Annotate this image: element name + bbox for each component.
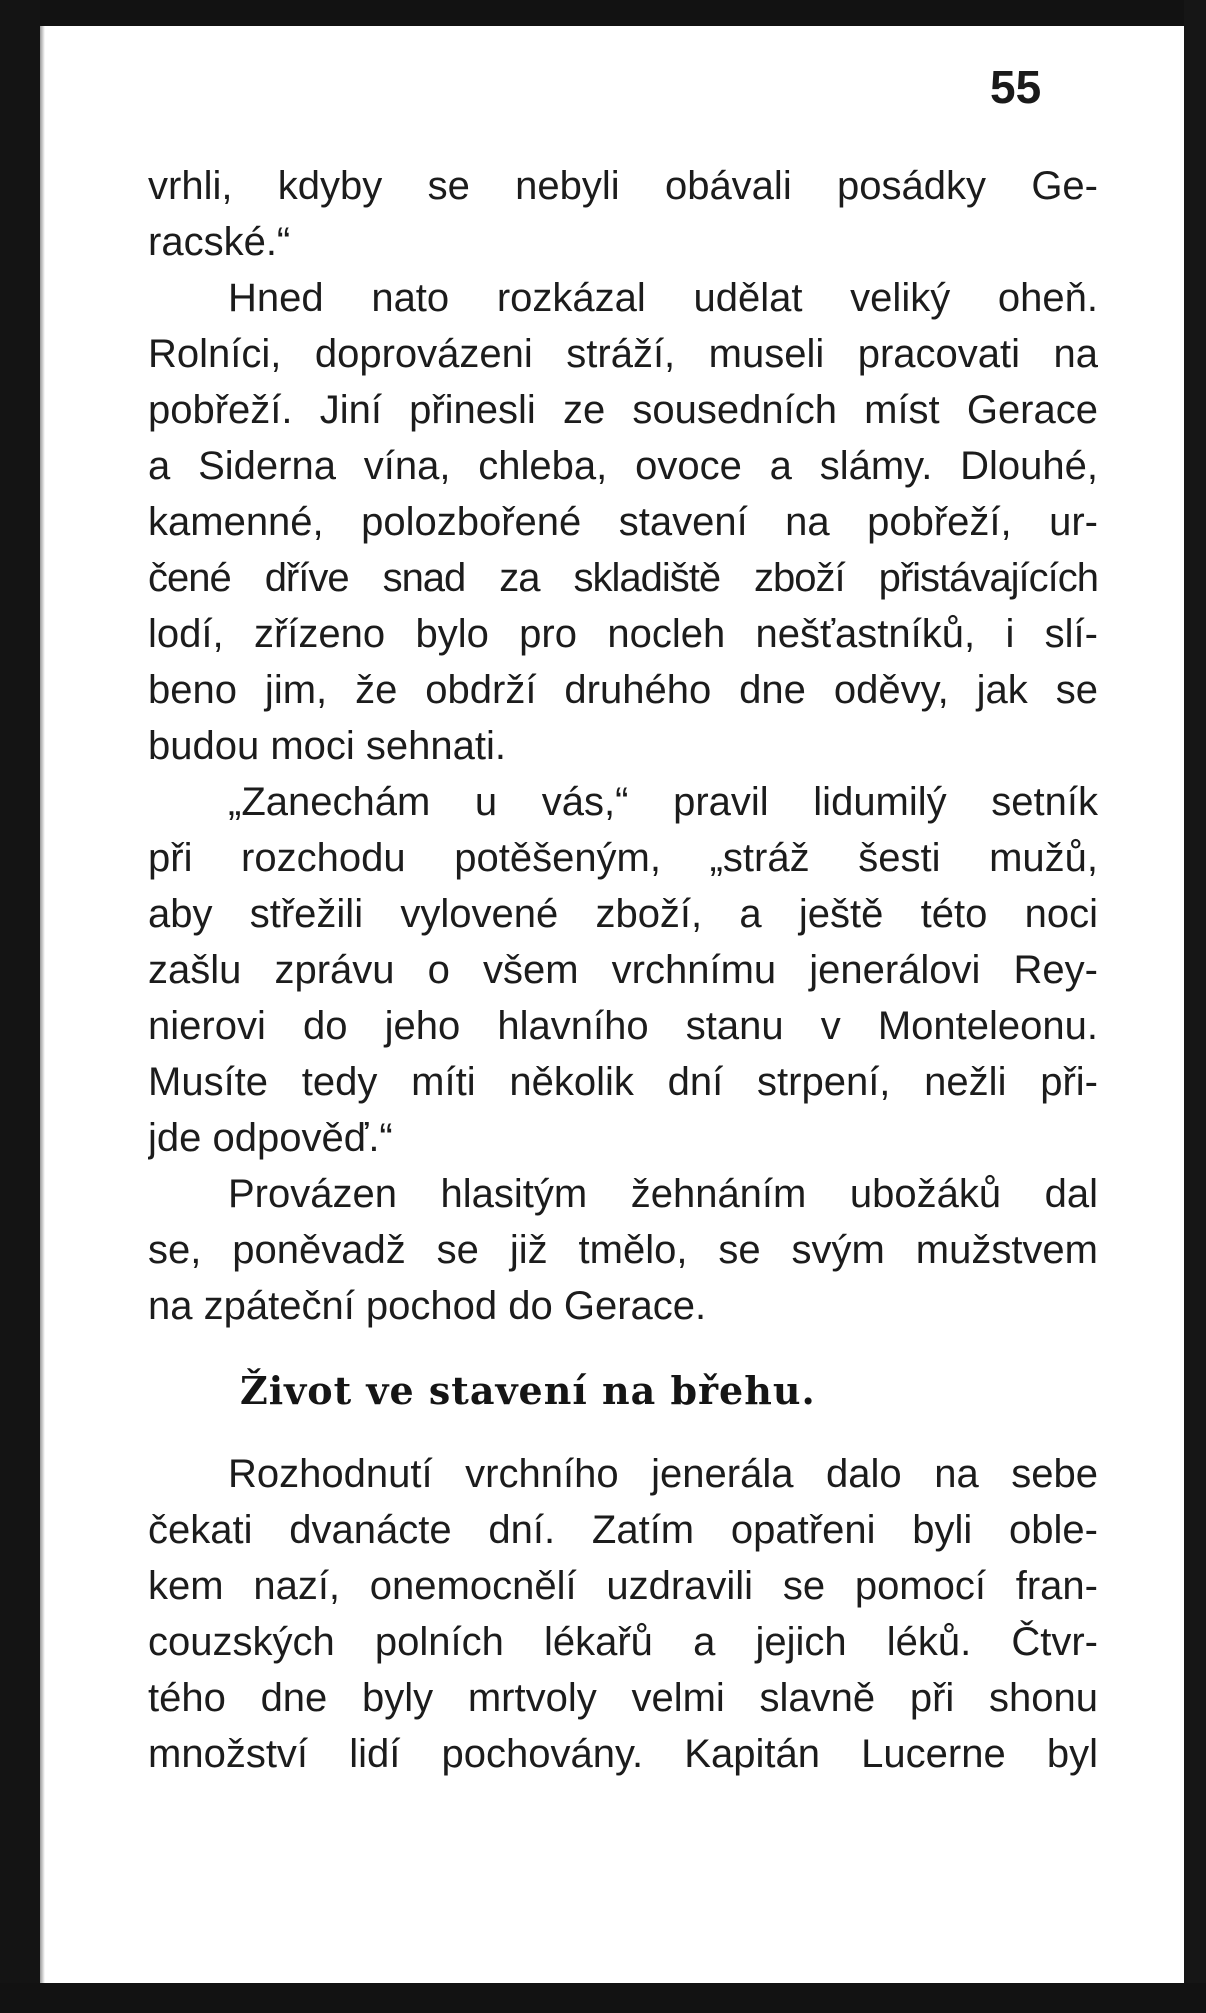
text-line: při rozchodu potěšeným, „stráž šesti mužů, <box>148 836 1098 880</box>
text-line: pobřeží. Jiní přinesli ze sousedních míst Gerace <box>148 388 1098 432</box>
text-line: lodí, zřízeno bylo pro nocleh nešťastníků, i slí- <box>148 612 1098 656</box>
text-line: couzských polních lékařů a jejich léků. Čtvr- <box>148 1620 1098 1664</box>
page-number: 55 <box>990 61 1042 113</box>
book-page <box>40 26 1184 1983</box>
text-line: Musíte tedy míti několik dní strpení, nežli při- <box>148 1060 1098 1104</box>
text-line: tého dne byly mrtvoly velmi slavně při shonu <box>148 1676 1098 1720</box>
body-text-top <box>148 158 1098 1334</box>
text-line: se, poněvadž se již tmělo, se svým mužstvem <box>148 1228 1098 1272</box>
text-line: Rozhodnutí vrchního jenerála dalo na sebe <box>228 1452 1098 1496</box>
text-line: Rolníci, doprovázeni stráží, museli pracovati na <box>148 332 1098 376</box>
text-line: Provázen hlasitým žehnáním ubožáků dal <box>228 1172 1098 1216</box>
text-line: beno jim, že obdrží druhého dne oděvy, jak se <box>148 668 1098 712</box>
text-line: jde odpověď.“ <box>148 1116 393 1160</box>
text-line: množství lidí pochovány. Kapitán Lucerne byl <box>148 1732 1098 1776</box>
text-line: zašlu zprávu o všem vrchnímu jenerálovi Rey- <box>148 948 1098 992</box>
scan-border-right <box>1184 0 1206 2013</box>
scan-border-left <box>0 0 40 2013</box>
text-line: a Siderna vína, chleba, ovoce a slámy. Dlouhé, <box>148 444 1098 488</box>
scan-border-bottom <box>0 1983 1206 2013</box>
text-line: nierovi do jeho hlavního stanu v Monteleonu. <box>148 1004 1098 1048</box>
text-line: „Zanechám u vás,“ pravil lidumilý setník <box>228 780 1098 824</box>
text-line: čekati dvanácte dní. Zatím opatřeni byli oble- <box>148 1508 1098 1552</box>
section-heading: Život ve stavení na břehu. <box>240 1368 816 1413</box>
text-line: aby střežili vylovené zboží, a ještě této noci <box>148 892 1098 936</box>
page-binding-edge <box>40 26 45 1983</box>
scan-border-top <box>0 0 1206 26</box>
text-line: kem nazí, onemocnělí uzdravili se pomocí fran- <box>148 1564 1098 1608</box>
text-line: Hned nato rozkázal udělat veliký oheň. <box>228 276 1098 320</box>
text-line: na zpáteční pochod do Gerace. <box>148 1284 707 1328</box>
text-line: vrhli, kdyby se nebyli obávali posádky Ge- <box>148 164 1098 208</box>
text-line: kamenné, polozbořené stavení na pobřeží, ur- <box>148 500 1098 544</box>
text-line: budou moci sehnati. <box>148 724 507 768</box>
body-text-bottom <box>148 1446 1098 1782</box>
text-line: čené dříve snad za skladiště zboží přistávajících <box>148 556 1098 600</box>
text-line: racské.“ <box>148 220 291 264</box>
